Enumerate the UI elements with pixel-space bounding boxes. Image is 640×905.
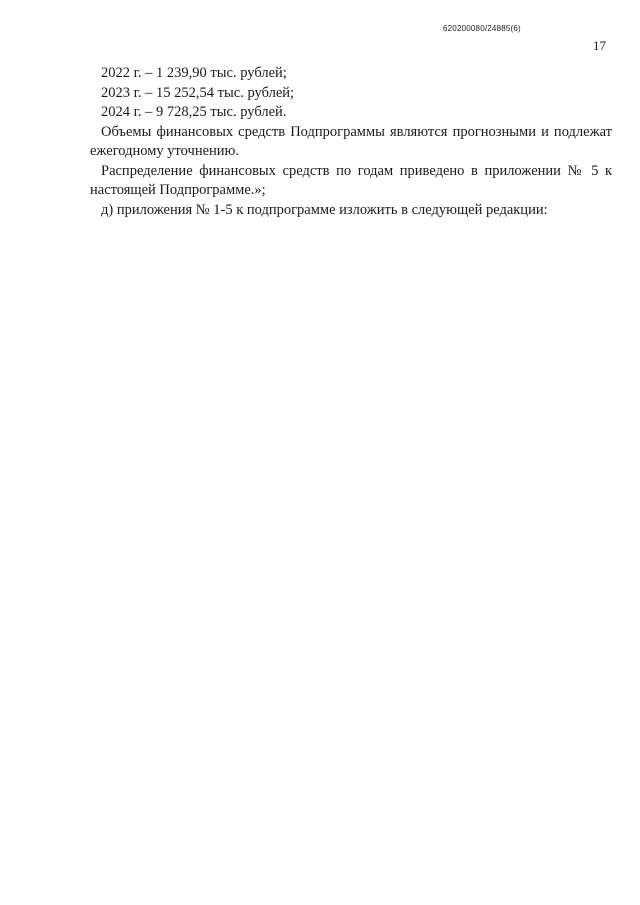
paragraph-distribution: Распределение финансовых средств по годам приведено в приложении № 5 к настоящей Подпрограмме.»; (90, 162, 612, 198)
paragraph-appendices: д) приложения № 1-5 к подпрограмме изложить в следующей редакции: (101, 201, 548, 218)
document-body (90, 64, 612, 220)
page-number: 17 (593, 38, 606, 53)
funding-line-2024: 2024 г. – 9 728,25 тыс. рублей. (101, 104, 287, 120)
document-code: 620200080/24885(6) (443, 24, 521, 33)
paragraph-forecast: Объемы финансовых средств Подпрограммы являются прогнозными и подлежат ежегодному уточнению. (90, 123, 612, 159)
funding-line-2022: 2022 г. – 1 239,90 тыс. рублей; (101, 65, 287, 81)
funding-line-2023: 2023 г. – 15 252,54 тыс. рублей; (101, 84, 295, 101)
